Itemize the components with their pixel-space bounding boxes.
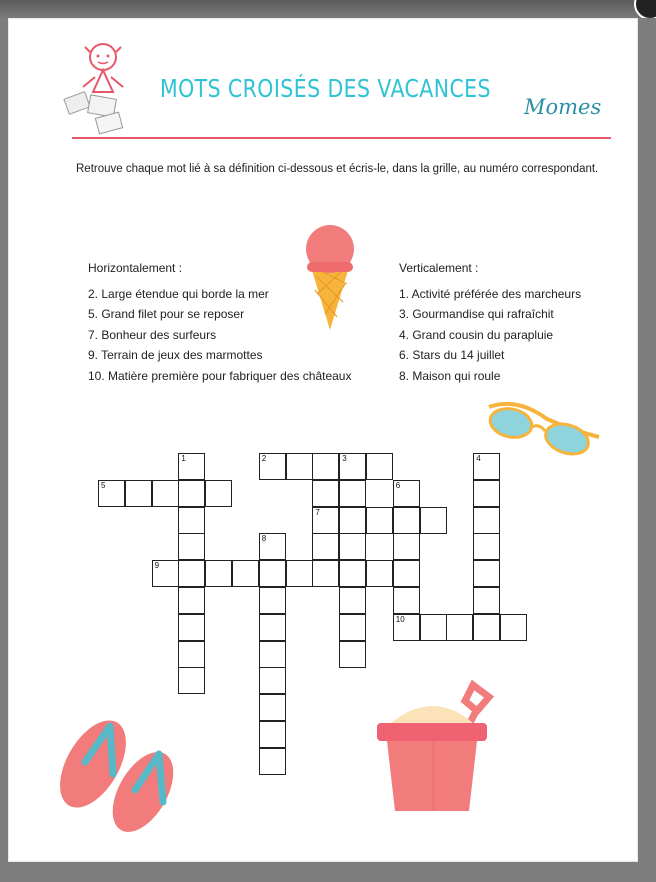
crossword-cell[interactable]: [393, 533, 420, 560]
crossword-cell[interactable]: [312, 560, 339, 587]
browser-top-bar: [0, 0, 656, 18]
crossword-cell[interactable]: [420, 614, 447, 641]
crossword-cell[interactable]: [178, 507, 205, 534]
crossword-cell[interactable]: [366, 560, 393, 587]
crossword-cell[interactable]: [446, 614, 473, 641]
crossword-cell[interactable]: [366, 453, 393, 480]
crossword-cell[interactable]: [259, 667, 286, 694]
crossword-cell[interactable]: [259, 453, 286, 480]
down-clue-list: [399, 284, 581, 386]
crossword-cell[interactable]: [259, 614, 286, 641]
crossword-cell[interactable]: [420, 507, 447, 534]
sunglasses-icon: [487, 401, 602, 461]
crossword-cell[interactable]: [178, 533, 205, 560]
clue-item: 8. Maison qui roule: [399, 368, 501, 383]
crossword-cell[interactable]: [259, 587, 286, 614]
crossword-cell[interactable]: [312, 533, 339, 560]
crossword-cell[interactable]: [473, 507, 500, 534]
crossword-cell[interactable]: [473, 480, 500, 507]
sand-bucket-icon: [373, 675, 521, 815]
crossword-number: 1: [181, 454, 186, 463]
down-heading: Verticalement :: [399, 261, 479, 275]
crossword-cell[interactable]: [339, 560, 366, 587]
crossword-cell[interactable]: [312, 453, 339, 480]
crossword-cell[interactable]: [205, 480, 232, 507]
crossword-cell[interactable]: [259, 560, 286, 587]
crossword-number: 2: [261, 454, 267, 463]
crossword-number: 6: [395, 480, 401, 490]
crossword-cell[interactable]: [473, 533, 500, 560]
crossword-cell[interactable]: [366, 507, 393, 534]
clue-item: 1. Activité préférée des marcheurs: [399, 287, 582, 301]
clue-item: 9. Terrain de jeux des marmottes: [88, 348, 263, 363]
clue-item: 4. Grand cousin du parapluie: [399, 327, 554, 342]
clue-item: 5. Grand filet pour se reposer: [88, 307, 245, 322]
crossword-cell[interactable]: [312, 480, 339, 507]
crossword-cell[interactable]: [286, 453, 313, 480]
crossword-cell[interactable]: [473, 614, 500, 641]
crossword-cell[interactable]: [178, 641, 205, 668]
crossword-cell[interactable]: [259, 748, 286, 775]
girl-drawing-icon: [61, 37, 146, 137]
crossword-cell[interactable]: [259, 641, 286, 668]
crossword-cell[interactable]: [500, 614, 527, 641]
crossword-cell[interactable]: [286, 560, 313, 587]
instructions-text: Retrouve chaque mot lié à sa définition ci-dessous et écris-le, dans la grille, au numéro correspondant.: [76, 163, 599, 175]
crossword-number: 3: [342, 454, 347, 463]
crossword-cell[interactable]: [125, 480, 152, 507]
crossword-number: 4: [476, 454, 481, 463]
crossword-cell[interactable]: [98, 480, 125, 507]
crossword-cell[interactable]: [473, 560, 500, 587]
across-clue-list: [88, 284, 351, 386]
crossword-cell[interactable]: [339, 507, 366, 534]
crossword-cell[interactable]: [393, 560, 420, 587]
crossword-number: 9: [154, 561, 160, 571]
crossword-cell[interactable]: [393, 587, 420, 614]
crossword-cell[interactable]: [312, 507, 339, 534]
crossword-cell[interactable]: [152, 480, 179, 507]
crossword-cell[interactable]: [473, 453, 500, 480]
close-icon[interactable]: [634, 0, 656, 18]
clue-item: 10. Matière première pour fabriquer des châteaux: [88, 368, 352, 383]
crossword-cell[interactable]: [205, 560, 232, 587]
crossword-cell[interactable]: [339, 641, 366, 668]
crossword-cell[interactable]: [259, 533, 286, 560]
crossword-cell[interactable]: [259, 694, 286, 721]
crossword-cell[interactable]: [393, 614, 420, 641]
crossword-number: 10: [395, 614, 405, 624]
crossword-cell[interactable]: [473, 587, 500, 614]
crossword-cell[interactable]: [152, 560, 179, 587]
crossword-cell[interactable]: [393, 480, 420, 507]
worksheet: [9, 19, 637, 861]
crossword-cell[interactable]: [339, 533, 366, 560]
crossword-cell[interactable]: [393, 507, 420, 534]
crossword-cell[interactable]: [339, 453, 366, 480]
crossword-cell[interactable]: [339, 587, 366, 614]
flip-flops-icon: [55, 712, 185, 840]
crossword-cell[interactable]: [178, 587, 205, 614]
crossword-number: 7: [315, 507, 320, 517]
clue-item: 2. Large étendue qui borde la mer: [88, 287, 269, 301]
title-divider: [72, 137, 611, 139]
crossword-cell[interactable]: [178, 560, 205, 587]
crossword-cell[interactable]: [339, 480, 366, 507]
crossword-cell[interactable]: [339, 614, 366, 641]
crossword-cell[interactable]: [178, 614, 205, 641]
crossword-cell[interactable]: [178, 480, 205, 507]
crossword-cell[interactable]: [232, 560, 259, 587]
brand-logo: Momes: [524, 95, 602, 119]
page-title: MOTS CROISÉS DES VACANCES: [160, 74, 491, 103]
crossword-number: 5: [101, 480, 106, 490]
crossword-cell[interactable]: [178, 667, 205, 694]
crossword-number: 8: [261, 534, 267, 544]
crossword-cell[interactable]: [259, 721, 286, 748]
clue-item: 3. Gourmandise qui rafraîchit: [399, 307, 554, 322]
crossword-cell[interactable]: [178, 453, 205, 480]
clue-item: 6. Stars du 14 juillet: [399, 348, 505, 363]
across-heading: Horizontalement :: [88, 261, 183, 275]
clue-item: 7. Bonheur des surfeurs: [88, 327, 217, 342]
